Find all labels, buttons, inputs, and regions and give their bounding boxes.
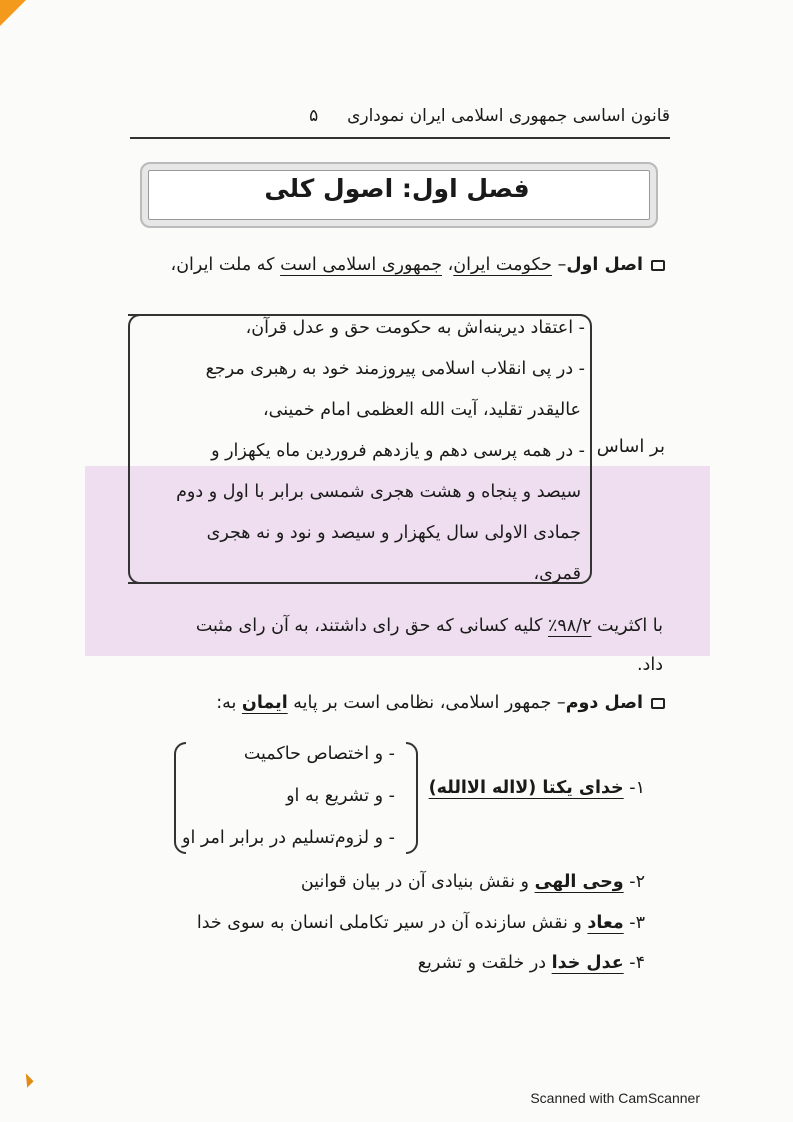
scanner-footer: Scanned with CamScanner xyxy=(530,1090,700,1106)
corner-mark xyxy=(0,0,26,26)
result-pre: با اکثریت xyxy=(591,616,663,636)
page-number: ۵ xyxy=(309,106,319,126)
list-item xyxy=(301,872,645,892)
checkbox-icon xyxy=(651,698,665,709)
item-number: ۴- xyxy=(629,953,645,973)
corner-mark-bottom xyxy=(19,1073,33,1087)
result-end: داد. xyxy=(636,655,663,675)
article1-dash: – xyxy=(557,255,567,275)
list-item xyxy=(418,953,645,973)
sub-item: - و اختصاص حاکمیت xyxy=(243,744,395,764)
item1-number: ۱- xyxy=(629,778,645,798)
item-number: ۲- xyxy=(629,872,645,892)
article2-post: به: xyxy=(216,693,242,713)
basis-label: بر اساس xyxy=(596,436,665,457)
list-item xyxy=(197,913,645,933)
article2-label: اصل دوم xyxy=(565,693,643,713)
item-key: وحی الهی xyxy=(534,872,624,892)
article1-phrase-1: حکومت ایران xyxy=(453,255,552,275)
article2-line xyxy=(216,693,665,713)
article1-line xyxy=(171,255,665,275)
article1-sep: ، xyxy=(442,255,454,275)
item-rest: و نقش بنیادی آن در بیان قوانین xyxy=(300,872,535,892)
article2-pre: – جمهور اسلامی، نظامی است بر پایه xyxy=(287,693,566,713)
item-key: عدل خدا xyxy=(551,953,624,973)
bullet-line: سیصد و پنجاه و هشت هجری شمسی برابر با اول و دوم xyxy=(176,482,581,502)
sub-item: - و لزوم‌تسلیم در برابر امر او xyxy=(182,828,395,848)
sub-bracket-right xyxy=(406,742,418,854)
header-rule xyxy=(130,137,670,139)
running-title: قانون اساسی جمهوری اسلامی ایران نموداری xyxy=(347,106,670,126)
bullet-line: جمادی الاولی سال یکهزار و سیصد و نود و نه هجری xyxy=(206,523,581,543)
bullet-line: قمری، xyxy=(533,564,581,584)
item-rest: در خلقت و تشریع xyxy=(417,953,552,973)
result-post: کلیه کسانی که حق رای داشتند، به آن رای مثبت xyxy=(195,616,548,636)
result-percent: ۹۸/۲٪ xyxy=(547,616,592,636)
article1-label: اصل اول xyxy=(566,255,643,275)
article2-keyword: ایمان xyxy=(241,693,288,713)
checkbox-icon xyxy=(651,260,665,271)
article1-phrase-2: جمهوری اسلامی است xyxy=(280,255,443,275)
sub-item: - و تشریع به او xyxy=(286,786,395,806)
item1-line xyxy=(429,778,645,798)
bullet-line: - در همه پرسی دهم و یازدهم فروردین ماه یکهزار و xyxy=(211,441,585,461)
bullet-line: - اعتقاد دیرینه‌اش به حکومت حق و عدل قرآن، xyxy=(245,318,585,338)
item-number: ۳- xyxy=(629,913,645,933)
item-key: معاد xyxy=(587,913,624,933)
article1-rest: که ملت ایران، xyxy=(170,255,281,275)
bullet-line: - در پی انقلاب اسلامی پیروزمند خود به رهبری مرجع xyxy=(205,359,585,379)
running-header xyxy=(130,106,670,126)
item1-title: خدای یکتا (لااله الاالله) xyxy=(428,778,624,798)
item-rest: و نقش سازنده آن در سیر تکاملی انسان به سوی خدا xyxy=(196,913,588,933)
bullet-line: عالیقدر تقلید، آیت الله العظمی امام خمینی، xyxy=(263,400,581,420)
chapter-title: فصل اول: اصول کلی xyxy=(264,174,530,203)
result-line xyxy=(196,616,663,636)
bracket-left xyxy=(128,314,142,584)
